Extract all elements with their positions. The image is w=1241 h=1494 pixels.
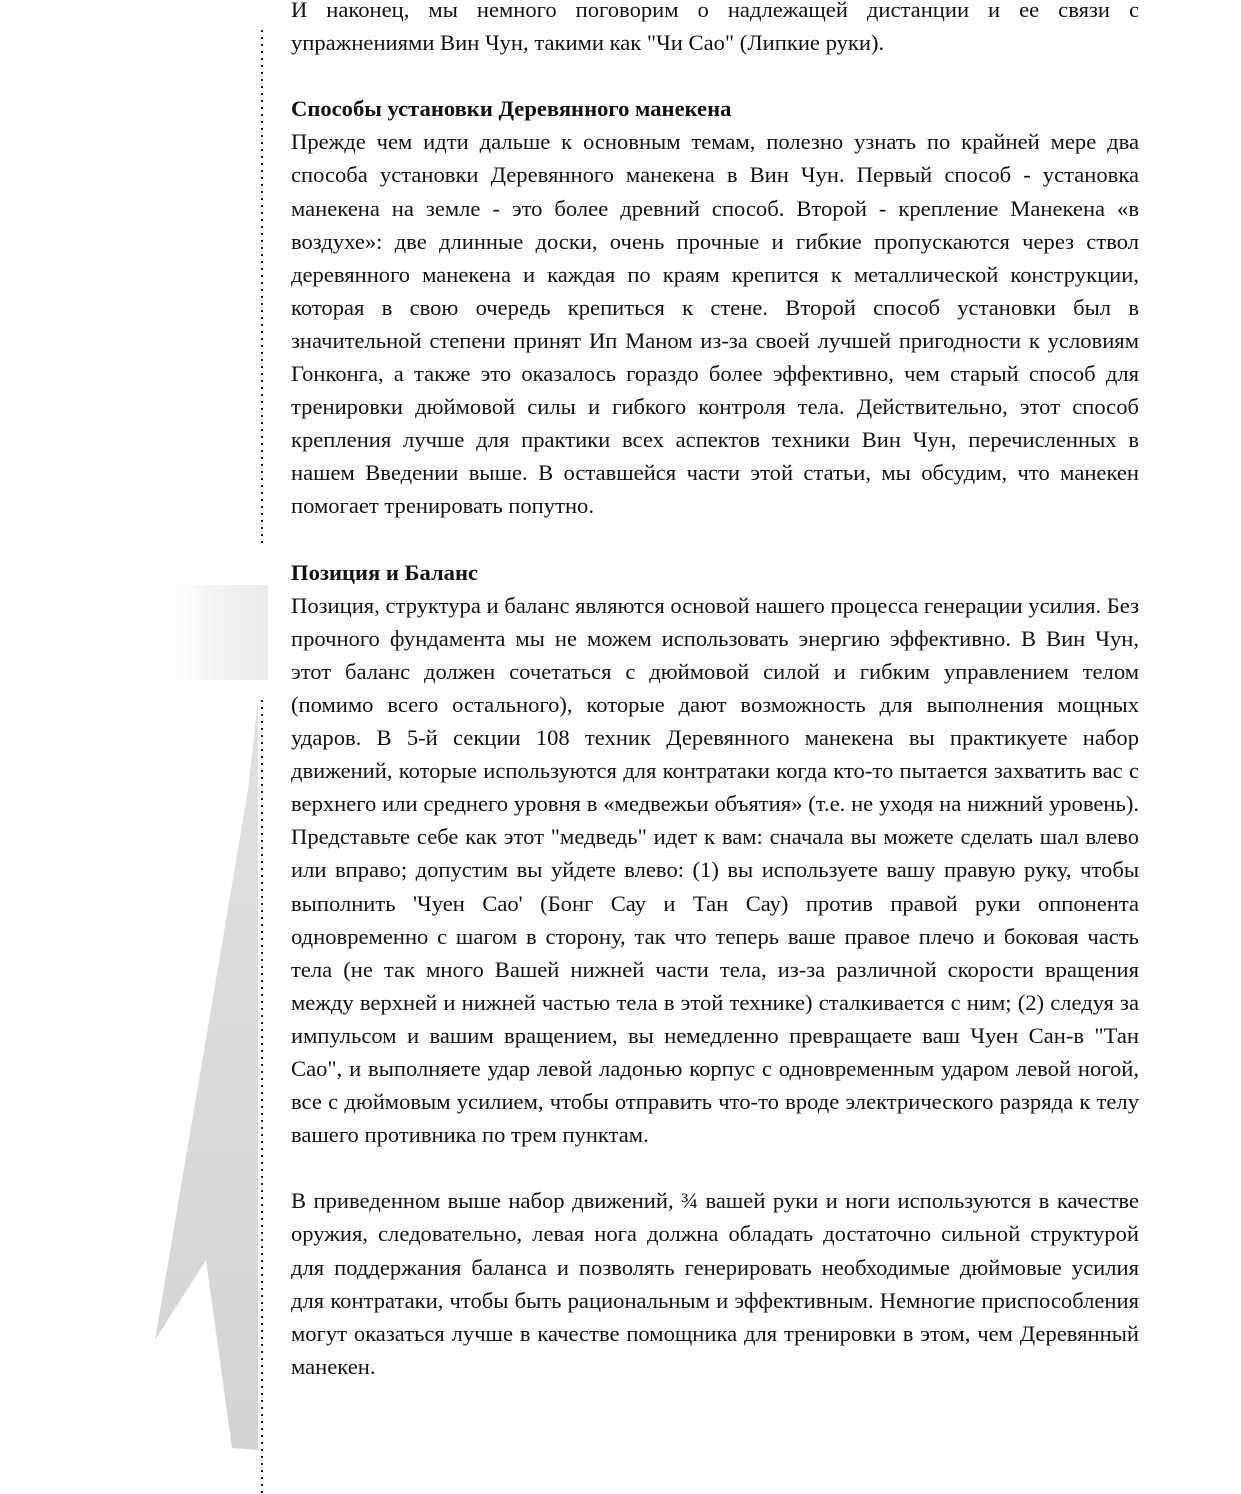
balance-heading: Позиция и Баланс — [291, 559, 478, 585]
spacer — [291, 1151, 1139, 1184]
installation-paragraph: Прежде чем идти дальше к основным темам, полезно узнать по крайней мере два способа установки Деревянного манекена в Вин Чун. Первый способ - установка манекена на земле - это более древний способ. Второй - крепление Манекена «в воздухе»: две длинные доски, очень прочные и гибкие пропускаются через ствол деревянного манекена и каждая по краям крепится к металлической конструкции, которая в свою очередь крепиться к стене. Второй способ установки был в значительной степени принят Ип Маном из-за своей лучшей пригодности к условиям Гонконга, а также это оказалось гораздо более эффективно, чем старый способ для тренировки дюймовой силы и гибкого контроля тела. Действительно, этот способ крепления лучше для практики всех аспектов техники Вин Чун, перечисленных в нашем Введении выше. В оставшейся части этой статьи, мы обсудим, что манекен помогает тренировать попутно. — [291, 129, 1139, 519]
side-wedge-shape — [155, 700, 258, 1450]
balance-paragraph-1: Позиция, структура и баланс являются основой нашего процесса генерации усилия. Без прочного фундамента мы не можем использовать энергию эффективно. В Вин Чун, этот баланс должен сочетаться с дюймовой силой и гибким управлением телом (помимо всего остального), которые дают возможность для выполнения мощных ударов. В 5-й секции 108 техник Деревянного манекена вы практикуете набор движений, которые используются для контратаки когда кто-то пытается захватить вас с верхнего или среднего уровня в «медвежьи объятия» (т.е. не уходя на нижний уровень). Представьте себе как этот "медведь" идет к вам: сначала вы можете сделать шал влево или вправо; допустим вы уйдете влево: (1) вы используете вашу правую руку, чтобы выполнить 'Чуен Сао' (Бонг Сау и Тан Сау) против правой руки оппонента одновременно с шагом в сторону, так что теперь ваше правое плечо и боковая часть тела (не так много Вашей нижней части тела, из-за различной скорости вращения между верхней и нижней частью тела в этой технике) сталкивается с ним; (2) следуя за импульсом и вашим вращением, вы немедленно превращаете ваш Чуен Сан-в "Тан Сао", и выполняете удар левой ладонью корпус с одновременным ударом левой ногой, все с дюймовым усилием, чтобы отправить что-то вроде электрического разряда к телу вашего противника по трем пунктам. — [291, 592, 1139, 1148]
spacer — [291, 59, 1139, 92]
balance-paragraph-2: В приведенном выше набор движений, ¾ вашей руки и ноги используются в качестве оружия, следовательно, левая нога должна обладать достаточно сильной структурой для поддержания баланса и позволять генерировать необходимые дюймовые усилия для контратаки, чтобы быть рациональным и эффективным. Немногие приспособления могут оказаться лучше в качестве помощника для тренировки в этом, чем Деревянный манекен. — [291, 1188, 1139, 1379]
installation-heading: Способы установки Деревянного манекена — [291, 96, 732, 122]
spacer — [291, 523, 1139, 556]
intro-paragraph: И наконец, мы немного поговорим о надлежащей дистанции и ее связи с упражнениями Вин Чун, такими как "Чи Сао" (Липкие руки). — [291, 0, 1139, 56]
document-body — [291, 0, 1139, 1383]
side-shadow-panel — [150, 585, 268, 680]
